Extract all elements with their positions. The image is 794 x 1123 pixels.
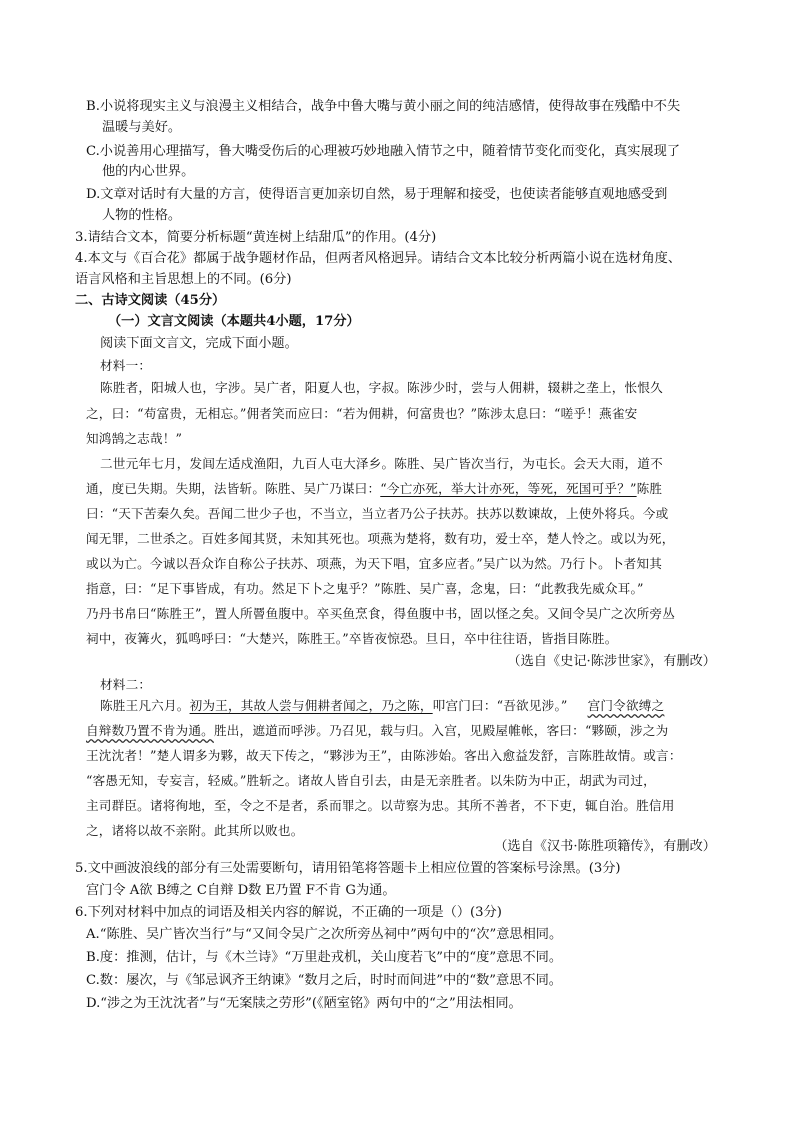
material-1-text: 陈胜 xyxy=(636,481,663,496)
material-1-line: 乃丹书帛曰“陈胜王”，置人所罾鱼腹中。卒买鱼烹食，得鱼腹中书，固以怪之矣。又间令吴广之次所旁丛 xyxy=(86,606,675,621)
option-b-line2: 温暖与美好。 xyxy=(102,120,182,135)
material-1-line: 之，曰：“苟富贵，无相忘。”佣者笑而应曰：“若为佣耕，何富贵也？”陈涉太息曰：“嗟乎！燕雀安 xyxy=(86,406,638,421)
material-1-text: 通，度已失期。失期，法皆斩。陈胜、吴广乃谋曰： xyxy=(86,481,381,496)
question-4-line1: 4.本文与《百合花》都属于战争题材作品，但两者风格迥异。请结合文本比较分析两篇小说在选材角度、 xyxy=(75,251,682,266)
wavy-underlined-text: 宫门令欲缚之 xyxy=(587,698,665,713)
question-6-option-a: A.“陈胜、吴广皆次当行”与“又间令吴广之次所旁丛祠中”两句中的“次”意思相同。 xyxy=(86,927,563,942)
option-c-line1: C.小说善用心理描写，鲁大嘴受伤后的心理被巧妙地融入情节之中，随着情节变化而变化，真实展现了 xyxy=(86,144,681,159)
material-1-line: 指意，曰：“足下事皆成，有功。然足下卜之鬼乎？”陈胜、吴广喜，念鬼，曰：“此教我先威众耳。” xyxy=(86,581,644,596)
material-1-label: 材料一： xyxy=(100,358,152,373)
underlined-text: 初为王，其故人尝与佣耕者闻之，乃之陈， xyxy=(189,698,433,713)
underlined-quote: “今亡亦死，举大计亦死，等死，死国可乎？” xyxy=(380,481,637,496)
question-6: 6.下列对材料中加点的词语及相关内容的解说，不正确的一项是（）(3分) xyxy=(75,905,502,920)
material-1-line: 闻无罪，二世杀之。百姓多闻其贤，未知其死也。项燕为楚将，数有功，爱士卒，楚人怜之。或以为死， xyxy=(86,531,675,546)
option-d-line1: D.文章对话时有大量的方言，使得语言更加亲切自然，易于理解和接受，也使读者能够直观地感受到 xyxy=(86,187,668,202)
material-2-text: 叩宫门曰：“吾欲见涉。” xyxy=(432,698,568,713)
question-6-option-d: D.“涉之为王沈沈者”与“无案牍之劳形”(《陋室铭》两句中的“之”用法相同。 xyxy=(86,996,522,1011)
material-2-line: 之，诸将以故不亲附。此其所以败也。 xyxy=(86,823,304,838)
material-2-text: 胜出，遮道而呼涉。乃召见，载与归。入宫，见殿屋帷帐，客曰：“夥颐，涉之为 xyxy=(213,723,669,738)
material-2-source: （选自《汉书·陈胜项籍传》，有删改） xyxy=(494,839,716,854)
material-1-line xyxy=(86,480,662,498)
question-5: 5.文中画波浪线的部分有三处需要断句，请用铅笔将答题卡上相应位置的答案标号涂黑。(3分) xyxy=(75,861,621,876)
material-2-line: 主司群臣。诸将徇地，至，令之不是者，系而罪之。以苛察为忠。其所不善者，不下吏，辄自治。胜信用 xyxy=(86,798,675,813)
option-c-line2: 他的内心世界。 xyxy=(102,164,195,179)
material-1-line: 知鸿鹄之志哉！” xyxy=(86,431,183,446)
question-4-line2: 语言风格和主旨思想上的不同。(6分) xyxy=(75,272,292,287)
reading-instruction: 阅读下面文言文，完成下面小题。 xyxy=(100,336,298,351)
question-6-option-c: C.数：屡次，与《邹忌讽齐王纳谏》“数月之后，时时而间进”中的“数”意思不同。 xyxy=(86,973,562,988)
material-1-source: （选自《史记·陈涉世家》，有删改） xyxy=(507,654,716,669)
option-d-line2: 人物的性格。 xyxy=(102,208,182,223)
question-6-option-b: B.度：推测，估计，与《木兰诗》“万里赴戎机，关山度若飞”中的“度”意思不同。 xyxy=(86,950,563,965)
material-2-label: 材料二： xyxy=(100,677,152,692)
question-3: 3.请结合文本，简要分析标题“黄连树上结甜瓜”的作用。(4分) xyxy=(75,230,437,245)
material-1-line: 或以为亡。今诚以吾众诈自称公子扶苏、项燕，为天下唱，宜多应者。”吴广以为然。乃行卜。卜者知其 xyxy=(86,556,663,571)
material-2-line: “客愚无知，专妄言，轻威。”胜斩之。诸故人皆自引去，由是无亲胜者。以朱防为中正，胡武为司过， xyxy=(86,773,656,788)
material-1-line: 曰：“天下苦秦久矣。吾闻二世少子也，不当立，当立者乃公子扶苏。扶苏以数谏故，上使外将兵。今或 xyxy=(86,506,669,521)
material-1-line: 陈胜者，阳城人也，字涉。吴广者，阳夏人也，字叔。陈涉少时，尝与人佣耕，辍耕之垄上，怅恨久 xyxy=(100,380,663,395)
option-b-line1: B.小说将现实主义与浪漫主义相结合，战争中鲁大嘴与黄小丽之间的纯洁感情，使得故事在残酷中不失 xyxy=(86,99,681,114)
wavy-underlined-text: 自辩数乃置不肯为通。 xyxy=(86,723,214,738)
question-5-options: 宫门令 A欲 B缚之 C自辩 D数 E乃置 F不肯 G为通。 xyxy=(86,883,396,898)
material-1-line: 祠中，夜篝火，狐鸣呼曰：“大楚兴，陈胜王。”卒皆夜惊恐。旦日，卒中往往语，皆指目陈胜。 xyxy=(86,631,618,646)
material-2-line xyxy=(100,697,664,715)
material-2-text: 陈胜王凡六月。 xyxy=(100,698,190,713)
section-heading: 二、古诗文阅读（45分） xyxy=(75,293,226,308)
material-1-line: 二世元年七月，发闾左适戍渔阳，九百人屯大泽乡。陈胜、吴广皆次当行，为屯长。会天大雨，道不 xyxy=(100,456,663,471)
material-2-line xyxy=(86,722,668,740)
subsection-heading: （一）文言文阅读（本题共4小题，17分） xyxy=(108,314,360,329)
material-2-line: 王沈沈者！”楚人谓多为夥，故天下传之，“夥涉为王”，由陈涉始。客出入愈益发舒，言陈胜故情。或言： xyxy=(86,748,682,763)
